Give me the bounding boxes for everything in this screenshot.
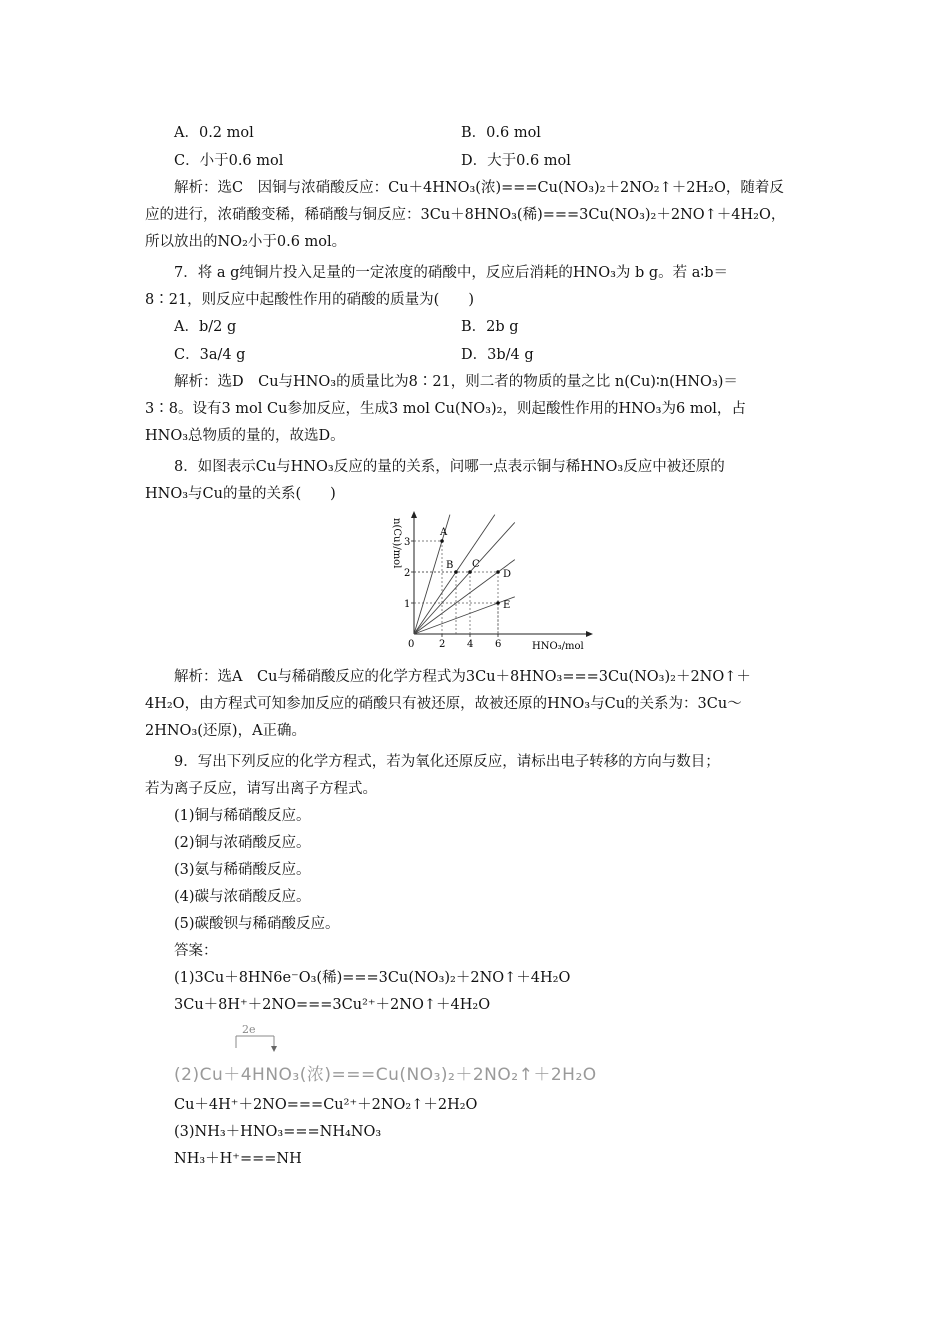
q6-option-c: C．小于0.6 mol <box>174 153 284 169</box>
q9-stem-line: 若为离子反应，请写出离子方程式。 <box>145 781 377 797</box>
q7-analysis-line: HNO₃总物质的量的，故选D。 <box>145 428 345 444</box>
x-tick-label: 4 <box>467 639 474 650</box>
point-label-e: E <box>503 600 511 611</box>
answer-label: 答案： <box>174 943 218 959</box>
q9-item: (1)铜与稀硝酸反应。 <box>174 808 311 824</box>
y-tick-label: 2 <box>404 568 411 579</box>
ratio-line-d <box>414 560 515 634</box>
point-label-a: A <box>440 527 448 538</box>
point-label-b: B <box>446 560 454 571</box>
answer-ion-equation: NH₃＋H⁺===NH <box>174 1151 302 1167</box>
x-axis-label: HNO₃/mol <box>532 641 584 652</box>
q6-option-d: D．大于0.6 mol <box>461 153 571 169</box>
q7-option-b: B．2b g <box>461 319 519 335</box>
answer-equation: (1)3Cu＋8HN6e⁻O₃(稀)===3Cu(NO₃)₂＋2NO↑＋4H₂O <box>174 970 571 986</box>
q7-analysis-line: 解析：选D Cu与HNO₃的质量比为8∶21，则二者的物质的量之比 n(Cu)∶n(HNO₃)＝ <box>174 374 738 390</box>
q6-analysis-line: 解析：选C 因铜与浓硝酸反应：Cu＋4HNO₃(浓)===Cu(NO₃)₂＋2NO₂↑＋2H₂O，随着反 <box>174 180 784 196</box>
y-tick-label: 3 <box>404 537 411 548</box>
q8-stem-line: HNO₃与Cu的量的关系( ) <box>145 486 336 502</box>
point-b <box>454 570 458 574</box>
q7-option-d: D．3b/4 g <box>461 347 534 363</box>
q7-option-a: A．b/2 g <box>174 319 237 335</box>
down-arrow-icon <box>271 1046 277 1052</box>
q9-item: (2)铜与浓硝酸反应。 <box>174 835 311 851</box>
electron-count-label: 2e <box>242 1024 256 1036</box>
answer-ion-equation: 3Cu＋8H⁺＋2NO===3Cu²⁺＋2NO↑＋4H₂O <box>174 997 491 1013</box>
x-axis-arrow-icon <box>586 631 593 637</box>
q9-item: (5)碳酸钡与稀硝酸反应。 <box>174 916 340 932</box>
answer-ion-equation: Cu＋4H⁺＋2NO===Cu²⁺＋2NO₂↑＋2H₂O <box>174 1097 478 1113</box>
point-e <box>496 601 500 605</box>
y-tick-label: 1 <box>404 599 411 610</box>
point-d <box>496 570 500 574</box>
y-axis-arrow-icon <box>411 511 417 518</box>
q6-option-b: B．0.6 mol <box>461 125 541 141</box>
q6-option-a: A．0.2 mol <box>174 125 254 141</box>
q8-analysis-line: 解析：选A Cu与稀硝酸反应的化学方程式为3Cu＋8HNO₃===3Cu(NO₃)₂＋2NO↑＋ <box>174 669 751 685</box>
point-c <box>468 570 472 574</box>
q9-item: (3)氨与稀硝酸反应。 <box>174 862 311 878</box>
q8-stem-line: 8．如图表示Cu与HNO₃反应的量的关系，问哪一点表示铜与稀HNO₃反应中被还原的 <box>174 459 725 475</box>
q8-analysis-line: 4H₂O，由方程式可知参加反应的硝酸只有被还原，故被还原的HNO₃与Cu的关系为：3Cu～ <box>145 696 742 712</box>
q6-analysis-line: 应的进行，浓硝酸变稀，稀硝酸与铜反应：3Cu＋8HNO₃(稀)===3Cu(NO₃)₂＋2NO↑＋4H₂O， <box>145 207 786 223</box>
q8-analysis-line: 2HNO₃(还原)，A正确。 <box>145 723 307 739</box>
point-label-d: D <box>503 569 512 580</box>
ratio-line-c <box>414 522 515 634</box>
q7-option-c: C．3a/4 g <box>174 347 246 363</box>
q6-analysis-line: 所以放出的NO₂小于0.6 mol。 <box>145 234 347 250</box>
y-axis-label: n(Cu)/mol <box>391 518 402 569</box>
electron-transfer-equation-image <box>174 1024 614 1086</box>
q9-item: (4)碳与浓硝酸反应。 <box>174 889 311 905</box>
origin-label: 0 <box>408 639 415 650</box>
cu-hno3-graph <box>378 508 608 658</box>
x-tick-label: 2 <box>439 639 446 650</box>
q7-stem-line: 7．将 a g纯铜片投入足量的一定浓度的硝酸中，反应后消耗的HNO₃为 b g。若 a∶b＝ <box>174 265 728 281</box>
ratio-line-b <box>414 515 495 634</box>
q9-stem-line: 9．写出下列反应的化学方程式，若为氧化还原反应，请标出电子转移的方向与数目； <box>174 754 720 770</box>
answer-equation-faded: (2)Cu＋4HNO₃(浓)===Cu(NO₃)₂＋2NO₂↑＋2H₂O <box>174 1065 597 1085</box>
point-label-c: C <box>472 559 480 570</box>
point-a <box>440 539 444 543</box>
x-tick-label: 6 <box>495 639 502 650</box>
answer-equation: (3)NH₃＋HNO₃===NH₄NO₃ <box>174 1124 382 1140</box>
q7-stem-line: 8∶21，则反应中起酸性作用的硝酸的质量为( ) <box>145 292 474 308</box>
q7-analysis-line: 3∶8。设有3 mol Cu参加反应，生成3 mol Cu(NO₃)₂，则起酸性作用的HNO₃为6 mol，占 <box>145 401 746 417</box>
